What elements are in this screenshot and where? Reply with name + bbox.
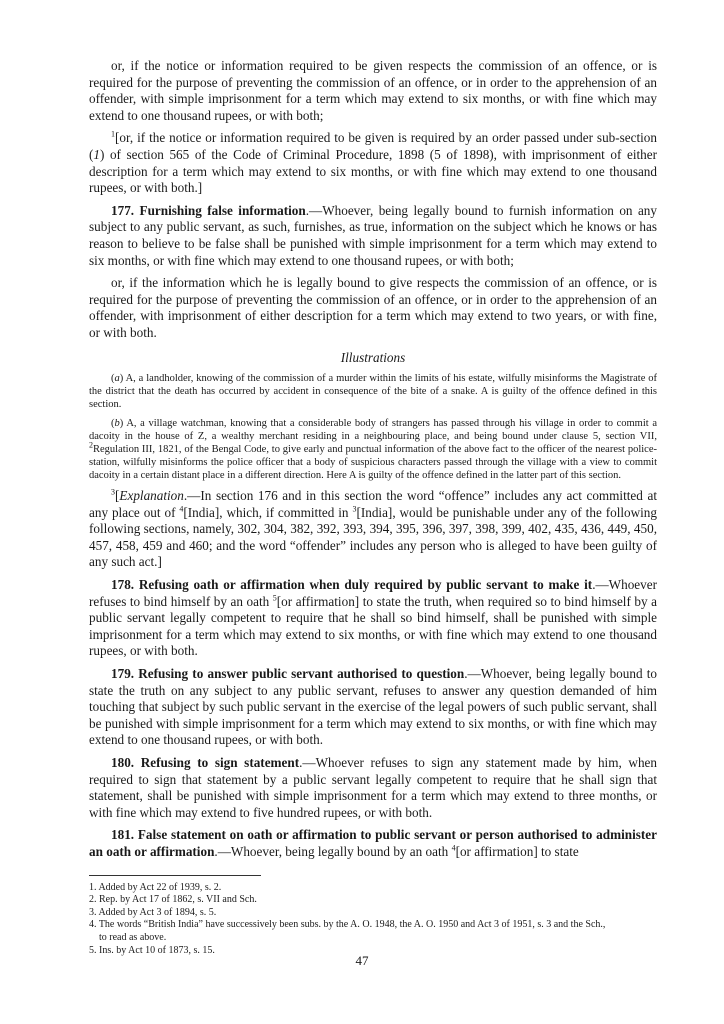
section-heading: 180. Refusing to sign statement [111,755,300,770]
page-number: 47 [355,953,369,968]
paragraph-176-continuation: or, if the notice or information required to be given respects the commission of an offence, or is required for the purpose of preventing the commission of an offence, or in order to the apprehension of an offender, with simple imprisonment for a term which may extend to six months, or with fine which may extend to one thousand rupees, or with both; [89,58,657,123]
section-181: 181. False statement on oath or affirmation to public servant or person authorised to administer an oath or affirmation.—Whoever, being legally bound by an oath $^4$[or affirmation] to state [89,827,657,859]
section-heading: 178. Refusing oath or affirmation when duly required by public servant to make it [111,577,593,593]
section-177: 177. Furnishing false information.—Whoever, being legally bound to furnish information on any subject to any public servant, as such, furnishes, as true, information on the subject which he knows or has reason to believe to be false shall be punished with simple imprisonment for a term which may extend to six months, or with fine which may extend to one thousand rupees, or with both; [89,202,657,268]
footnotes [89,882,657,958]
footnote-2: 2. Rep. by Act 17 of 1862, s. VII and Sch. [89,894,257,906]
section-178: 178. Refusing oath or affirmation when duly required by public servant to make it.—Whoever refuses to bind himself by an oath $^5$[or affirmation] to state the truth, when required so to bind himself by a public servant legally competent to require that he shall so bind himself, shall be punished with simple imprisonment for a term which may extend to six months, or with fine which may extend to one thousand rupees, or with both. [89,577,657,659]
illustration-b: (b) A, a village watchman, knowing that a considerable body of strangers has passed through his village in order to commit a dacoity in the house of Z, a wealthy merchant residing in a neighbouring place, and being bound under clause 5, section VII, $^2$Regulation III, 1821, of the Bengal Code, to give early and punctual information of the above fact to the officer of the nearest police-station, wilfully misinforms the police officer that a body of suspicious characters passed through the village with a view to commit dacoity in a certain distant place in a different direction. Here A is guilty of the offence defined in the latter part of this section. [89,418,657,482]
footnote-1: 1. Added by Act 22 of 1939, s. 2. [89,881,222,893]
illustrations-title: Illustrations [340,349,406,365]
footnote-ref[interactable]: 4 [179,504,184,514]
section-heading: 181. False statement on oath or affirmation to public servant or person authorised to administer an oath or affirmation [89,827,657,859]
section-179: 179. Refusing to answer public servant authorised to question.—Whoever, being legally bound to state the truth on any subject to any public servant, refuses to answer any question demanded of him touching that subject by such public servant in the exercise of the legal powers of such public servant, shall be punished with simple imprisonment for a term which may extend to six months, or with fine which may extend to one thousand rupees, or with both. [89,666,657,748]
footnote-ref[interactable]: 5 [272,593,277,603]
footnote-ref[interactable]: 2 [89,440,93,450]
illustration-a: (a) A, a landholder, knowing of the commission of a murder within the limits of his estate, wilfully misinforms the Magistrate of the district that the death has occurred by accident in consequence of the bite of a snake. A is guilty of the offence defined in this section. [89,373,657,411]
section-180: 180. Refusing to sign statement.—Whoever refuses to sign any statement made by him, when required to sign that statement by a public servant legally competent to require that he shall sign that statement, shall be punished with simple imprisonment for a term which may extend to three months, or with fine which may extend to five hundred rupees, or with both. [89,755,657,820]
section-heading: 179. Refusing to answer public servant authorised to question [111,666,465,682]
footnote-3: 3. Added by Act 3 of 1894, s. 5. [89,906,217,918]
section-177-continuation: or, if the information which he is legally bound to give respects the commission of an offence, or is required for the purpose of preventing the commission of an offence, or in order to the apprehension of an offender, with imprisonment of either description for a term which may extend to two years, or with fine, or with both. [89,275,657,340]
explanation: $^3$[Explanation.—In section 176 and in this section the word “offence” includes any act committed at any place out of $^4$[India], which, if committed in $^3$[India], would be punishable under any of the following following sections, namely, 302, 304, 382, 392, 393, 394, 395, 396, 397, 398, 399, 402, 435, 436, 449, 450, 457, 458, 459 and 460; and the word “offender” includes any person who is alleged to have been guilty of any such act.] [89,487,657,570]
footnote-ref[interactable]: 1 [111,129,115,139]
footnote-ref[interactable]: 3 [111,487,115,497]
footnote-4: 4. The words “British India” have successively been subs. by the A. O. 1948, the A. O. 1950 and Act 3 of 1951, s. 3 and the Sch., [89,919,606,931]
section-heading: 177. Furnishing false information [111,202,306,218]
footnote-4-continuation: to read as above. [99,931,167,943]
footnote-ref[interactable]: 4 [451,843,456,853]
paragraph-176-amendment: $^1$[or, if the notice or information required to be given is required by an order passed under sub-section (1) of section 565 of the Code of Criminal Procedure, 1898 (5 of 1898), with imprisonment of either description for a term which may extend to six months, or with fine which may extend to one thousand rupees, or with both.] [89,129,657,196]
document-page [89,58,657,957]
footnote-5: 5. Ins. by Act 10 of 1873, s. 15. [89,944,215,956]
footnote-ref[interactable]: 3 [352,504,357,514]
footnote-divider [89,875,261,876]
